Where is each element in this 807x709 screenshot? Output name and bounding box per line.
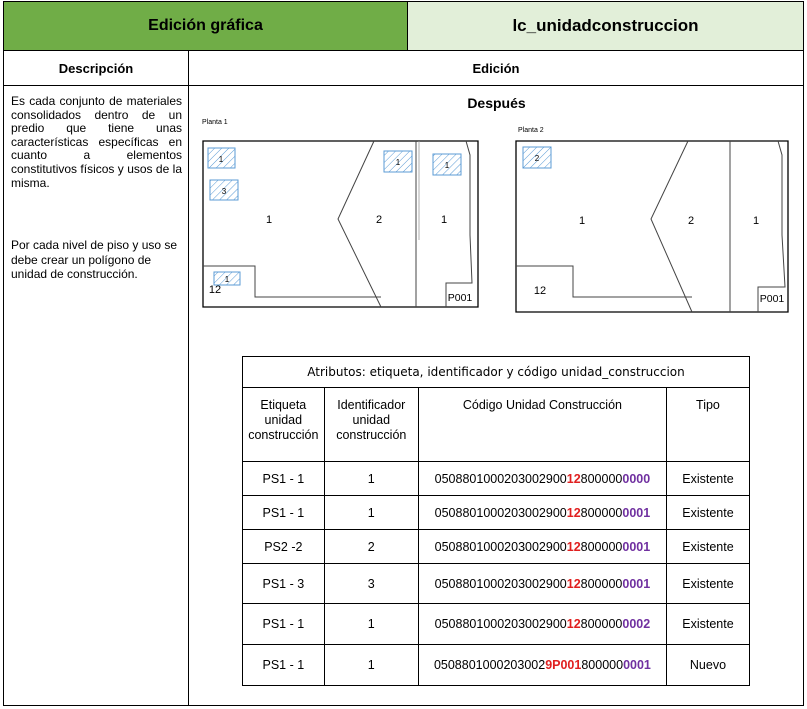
code-predio: 9P001: [545, 658, 582, 672]
code-unit: 0001: [623, 658, 651, 672]
table-row: [243, 645, 750, 686]
cell-etiqueta: PS1 - 3: [243, 564, 325, 604]
cell-etiqueta: PS1 - 1: [243, 462, 325, 496]
code-prefix: 0508801000203002900: [434, 576, 567, 591]
description-paragraph-2: Por cada nivel de piso y uso se debe crear un polígono de unidad de construcción.: [11, 238, 178, 281]
column-header-identificador: Identificador unidad construcción: [324, 388, 418, 462]
cell-codigo: [418, 645, 666, 686]
cell-tipo: Nuevo: [666, 645, 749, 686]
cell-etiqueta: PS1 - 1: [243, 604, 325, 645]
table-row: [243, 462, 750, 496]
plan-2-parcel-label: 2: [687, 215, 695, 227]
subheader-descripcion: Descripción: [3, 51, 189, 86]
column-header-etiqueta: Etiqueta unidad construcción: [243, 388, 325, 462]
code-predio: 12: [566, 576, 581, 591]
cell-tipo: Existente: [666, 496, 749, 530]
cell-identificador: 2: [324, 530, 418, 564]
plan-1-parcel-label: 12: [208, 284, 222, 296]
code-middle: 800000: [581, 658, 624, 672]
column-header-codigo: Código Unidad Construcción: [418, 388, 666, 462]
plan-2-unit-label: 2: [534, 154, 540, 163]
code-middle: 800000: [580, 576, 623, 591]
code-unit: 0001: [622, 576, 651, 591]
code-predio: 12: [566, 471, 581, 486]
table-row: [243, 604, 750, 645]
table-caption: Atributos: etiqueta, identificador y código unidad_construccion: [243, 357, 750, 388]
cell-etiqueta: PS1 - 1: [243, 645, 325, 686]
cell-codigo: [418, 496, 666, 530]
code-unit: 0001: [622, 505, 651, 520]
cell-identificador: 1: [324, 604, 418, 645]
cell-codigo: [418, 530, 666, 564]
code-middle: 800000: [580, 617, 623, 631]
plan-1-label: Planta 1: [202, 119, 228, 126]
figure-title: Después: [467, 95, 526, 111]
plan-1-unit-label: 3: [221, 187, 227, 196]
plan-2-parcel-line: [758, 141, 785, 312]
cell-codigo: [418, 564, 666, 604]
table-row: [243, 564, 750, 604]
plan-1-parcel-label: 2: [375, 214, 383, 226]
table-row: [243, 496, 750, 530]
code-prefix: 0508801000203002: [433, 658, 546, 672]
plan-2-parcel-label: 12: [533, 285, 547, 297]
plan-1-unit-label: 1: [444, 161, 450, 170]
cell-identificador: 1: [324, 645, 418, 686]
cell-tipo: Existente: [666, 462, 749, 496]
plan-1-parcel-line: [338, 141, 381, 307]
code-middle: 800000: [580, 539, 623, 554]
code-prefix: 0508801000203002900: [434, 471, 567, 486]
plan-1-unit-label: 1: [395, 158, 401, 167]
cell-etiqueta: PS2 -2: [243, 530, 325, 564]
plan-1-diagram: [198, 115, 483, 315]
cell-identificador: 1: [324, 496, 418, 530]
plan-1-parcel-label: 1: [440, 214, 448, 226]
plan-1-unit-label: 1: [224, 275, 230, 284]
code-prefix: 0508801000203002900: [434, 505, 567, 520]
code-predio: 12: [566, 505, 581, 520]
plan-2-diagram: [512, 115, 797, 315]
code-prefix: 0508801000203002900: [434, 539, 567, 554]
header-layer-name: lc_unidadconstruccion: [408, 1, 804, 51]
cell-identificador: 1: [324, 462, 418, 496]
code-unit: 0000: [622, 471, 651, 486]
table-row: [243, 530, 750, 564]
cell-tipo: Existente: [666, 564, 749, 604]
header-edicion-grafica: Edición gráfica: [3, 1, 408, 51]
plan-2-label: Planta 2: [518, 127, 544, 134]
plan-2-boundary: [516, 141, 788, 312]
plan-2-parcel-line: [651, 141, 695, 312]
code-predio: 12: [566, 617, 581, 631]
subheader-edicion: Edición: [189, 51, 804, 86]
cell-tipo: Existente: [666, 530, 749, 564]
description-paragraph-1: Es cada conjunto de materiales consolidados dentro de un predio que tiene unas características específicas en cuanto a elementos constitutivos físicos y usos de la misma.: [11, 94, 182, 190]
cell-etiqueta: PS1 - 1: [243, 496, 325, 530]
code-predio: 12: [566, 539, 581, 554]
plan-2-parcel-label: 1: [752, 215, 760, 227]
code-unit: 0001: [622, 539, 651, 554]
plan-1-unit-label: 1: [218, 155, 224, 164]
code-unit: 0002: [622, 617, 651, 631]
code-middle: 800000: [580, 471, 623, 486]
code-prefix: 0508801000203002900: [434, 617, 567, 631]
code-middle: 800000: [580, 505, 623, 520]
attributes-table: [242, 356, 750, 686]
cell-tipo: Existente: [666, 604, 749, 645]
cell-identificador: 3: [324, 564, 418, 604]
cell-codigo: [418, 462, 666, 496]
plan-2-parcel-label: P001: [759, 293, 785, 305]
cell-codigo: [418, 604, 666, 645]
plan-2-parcel-label: 1: [578, 215, 586, 227]
plan-1-parcel-label: 1: [265, 214, 273, 226]
plan-1-parcel-label: P001: [447, 292, 473, 304]
column-header-tipo: Tipo: [666, 388, 749, 462]
